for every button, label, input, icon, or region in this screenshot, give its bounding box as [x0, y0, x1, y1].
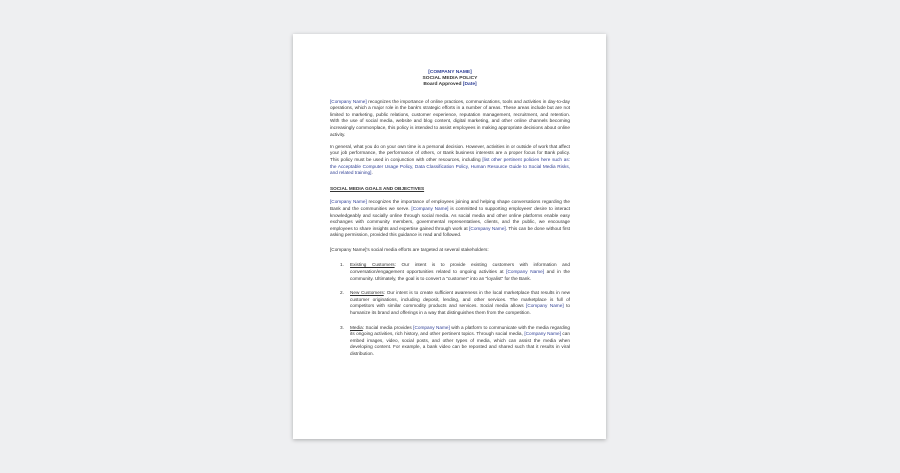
intro-text-2: In general, what you do on your own time is a personal decision. However, activities in or outside of work that affect your job performance, the performance of others, or Bank business interests are a proper focus for Bank policy. This policy must be used in conjunction with other resources, including	[330, 143, 570, 162]
list-text: and in the community. Ultimately, the goal is to convert a "customer" into an "loyalist" for the Bank.	[350, 269, 570, 281]
intro-paragraph-2	[330, 144, 570, 177]
list-label: Media	[350, 324, 363, 330]
stakeholders-paragraph: [Company Name]'s social media efforts are targeted at several stakeholders:	[330, 246, 489, 252]
goals-paragraph-1	[330, 199, 570, 239]
list-item	[330, 290, 570, 316]
stakeholder-list	[330, 262, 570, 357]
list-text: : Our intent is to provide existing customers with information and conversation/engagement opportunities related to ongoing activities at	[350, 262, 570, 275]
list-text: with a platform to communicate with the media regarding its ongoing activities, rich history, and other pertinent topics. Through social media,	[350, 324, 571, 337]
company-name-placeholder: [Company Name]	[411, 205, 449, 211]
goals-text-c: . This can be done without first asking permission, provided this guidance is read and followed.	[330, 225, 570, 238]
intro-text-1: recognizes the importance of online practices, communications, tools and activities in day-to-day operations, which a major role in the bank's strategic efforts in a number of areas. These areas include but are not limited to marketing, public relations, customer experience, reputation management, recruitment, and retention. With the use of social media, website and blog content, digital marketing, and other online channels becoming increasingly commonplace, this policy is intended to assist employees in making appropriate decisions about online activity.	[330, 98, 570, 137]
company-name-placeholder: [Company Name]	[413, 324, 450, 330]
company-name-placeholder: [Company Name]	[506, 269, 545, 275]
list-label: New Customers	[350, 290, 384, 296]
section-heading-goals: SOCIAL MEDIA GOALS AND OBJECTIVES	[330, 185, 425, 191]
company-name-placeholder: [Company Name]	[330, 199, 367, 205]
company-name-placeholder: [Company Name]	[526, 303, 564, 309]
goals-text-a: recognizes the importance of employees joining and helping shape conversations regarding the Bank and the communities we serve.	[330, 199, 570, 211]
goals-text-b: is committed to supporting employees' desire to interact knowledgeably and socially online through social media. As social media and other online platforms enable easy exchanges with community members, governmental representatives, clients, and the public, we encourage employees to share insights and expertise gained through work at	[330, 205, 570, 231]
document-page	[293, 34, 606, 439]
related-policies-placeholder: [list other pertinent policies here such as: the Acceptable Computer Usage Policy, Data Classification Policy, Human Resource Guide to Social Media Risks, and related training]	[330, 156, 570, 176]
list-text: : Our intent is to create sufficient awareness in the local marketplace that results in new customer originations, including deposit, lending, and other services. The marketplace is full of competitors with similar commodity products and services. Social media allows	[350, 290, 571, 309]
company-name-placeholder: [Company Name]	[330, 98, 367, 104]
document-title: SOCIAL MEDIA POLICY	[422, 76, 478, 82]
intro-paragraph-1	[330, 99, 570, 139]
list-number: 1.	[340, 262, 344, 268]
list-text: : Social media provides	[362, 324, 414, 330]
list-text: can embed images, video, social posts, and other types of media, which can assist the media when developing content. For example, a bank video can be reposted and shared such that it results in viral distribution.	[350, 331, 570, 357]
company-name-placeholder: [Company Name]	[469, 225, 506, 231]
list-label: Existing Customers	[350, 262, 395, 268]
list-item	[330, 262, 570, 282]
list-text: to humanize its brand and offerings in a way that distinguishes them from the competition.	[350, 303, 570, 316]
company-name-heading: [COMPANY NAME]	[428, 70, 472, 75]
document-header	[330, 70, 570, 89]
approval-line	[330, 82, 570, 88]
approval-date: [Date]	[462, 82, 477, 88]
intro-text-2-end: .	[371, 170, 373, 176]
list-number: 2.	[340, 290, 344, 296]
list-item	[330, 325, 570, 358]
approval-prefix: Board Approved	[423, 82, 463, 88]
company-name-placeholder: [Company Name]	[524, 331, 561, 337]
list-number: 3.	[340, 324, 344, 330]
